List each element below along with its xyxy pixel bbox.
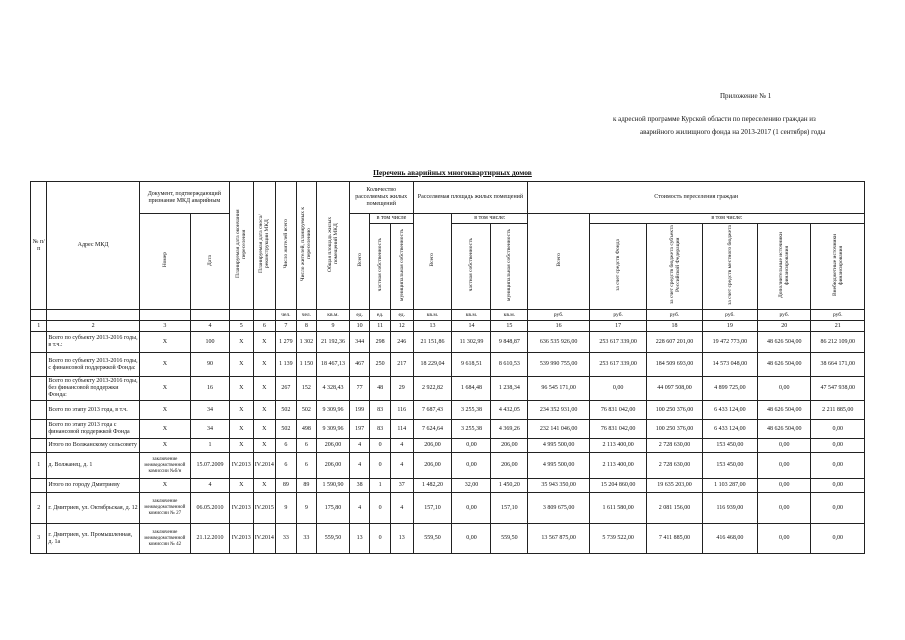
table-cell: 0,00 [452, 524, 491, 554]
table-cell: 06.05.2010 [191, 493, 230, 524]
table-cell: 206,00 [413, 439, 452, 453]
table-cell: 416 468,00 [702, 524, 757, 554]
table-row [31, 439, 865, 453]
column-number-cell: 8 [296, 321, 317, 332]
table-cell: 13 [390, 524, 413, 554]
table-cell [31, 479, 47, 493]
table-cell: IV.2013 [229, 493, 253, 524]
table-cell: Х [253, 479, 276, 493]
col-header-residents: Число жителей всего [276, 182, 297, 310]
table-cell: 0 [370, 524, 391, 554]
table-cell: 175,80 [317, 493, 350, 524]
units-row [31, 310, 865, 321]
table-cell: 636 535 926,00 [528, 332, 590, 353]
table-cell: 1 150 [296, 353, 317, 377]
table-cell: 114 [390, 420, 413, 439]
col-group-area: Расселяемая площадь жилых помещений [413, 182, 528, 214]
table-cell: Х [253, 439, 276, 453]
table-cell: 48 626 504,00 [758, 332, 811, 353]
col-group-count: Количество расселяемых жилых помещений [349, 182, 413, 214]
column-number-cell: 2 [47, 321, 139, 332]
table-cell: 4 [390, 493, 413, 524]
table-cell: 14 573 048,00 [702, 353, 757, 377]
table-cell: Итого по Волжанскому сельсовету [47, 439, 139, 453]
col-header-area-total: Общая площадь жилых помещений МКД [317, 182, 350, 310]
table-cell: 344 [349, 332, 370, 353]
table-cell: 4 369,26 [491, 420, 528, 439]
table-cell: 89 [276, 479, 297, 493]
table-cell: 83 [370, 401, 391, 420]
table-cell: 0,00 [452, 453, 491, 479]
column-number-cell: 13 [413, 321, 452, 332]
table-cell: 4 328,43 [317, 377, 350, 401]
table-cell: 0,00 [758, 479, 811, 493]
table-cell: IV.2014 [253, 453, 276, 479]
table-cell: 9 [296, 493, 317, 524]
table-cell: 199 [349, 401, 370, 420]
col-header-area-sum: Всего [413, 214, 452, 310]
table-cell: 18 229,04 [413, 353, 452, 377]
unit-cell: руб. [528, 310, 590, 321]
table-cell: 0,00 [758, 453, 811, 479]
table-cell: 48 [370, 377, 391, 401]
table-cell: 1 482,20 [413, 479, 452, 493]
table-cell: 90 [191, 353, 230, 377]
table-cell: 298 [370, 332, 391, 353]
table-cell: 4 995 500,00 [528, 439, 590, 453]
table-cell: 7 624,64 [413, 420, 452, 439]
table-cell: IV.2014 [253, 524, 276, 554]
table-cell: 0 [370, 453, 391, 479]
table-cell: 250 [370, 353, 391, 377]
table-cell: 217 [390, 353, 413, 377]
table-cell: 2 922,82 [413, 377, 452, 401]
program-line-2: аварийного жилищного фонда на 2013-2017 (1 сентября) годы [640, 128, 826, 136]
col-header-region: за счет средств бюджета субъекта Российской Федерации [647, 224, 702, 310]
table-cell: 3 255,38 [452, 420, 491, 439]
table-cell: заключение межведомственной комиссии № 27 [139, 493, 190, 524]
col-header-number: Номер [139, 214, 190, 310]
table-cell: 33 [276, 524, 297, 554]
table-cell: Х [139, 332, 190, 353]
col-header-area-municipal: муниципальная собственность [491, 224, 528, 310]
table-cell: 502 [276, 401, 297, 420]
table-cell [31, 420, 47, 439]
column-number-cell: 3 [139, 321, 190, 332]
table-cell: 152 [296, 377, 317, 401]
table-cell: 206,00 [491, 453, 528, 479]
table-cell: 2 113 400,00 [589, 439, 646, 453]
table-cell: 0,00 [452, 439, 491, 453]
table-cell: 3 [31, 524, 47, 554]
table-cell: 2 211 885,00 [811, 401, 865, 420]
table-cell [31, 332, 47, 353]
table-cell: 206,00 [317, 439, 350, 453]
table-cell: Х [139, 353, 190, 377]
table-cell: г. Дмитриев, ул. Октябрьская, д. 12 [47, 493, 139, 524]
table-cell: 38 664 171,00 [811, 353, 865, 377]
table-cell: 83 [370, 420, 391, 439]
table-cell: 153 450,00 [702, 439, 757, 453]
table-cell: Всего по этапу 2013 года с финансовой поддержкой Фонда [47, 420, 139, 439]
table-cell: 4 [349, 493, 370, 524]
table-cell: 2 728 630,00 [647, 439, 702, 453]
table-cell: 206,00 [413, 453, 452, 479]
table-cell: 0,00 [811, 524, 865, 554]
table-cell: Х [229, 332, 253, 353]
table-cell: 9 848,87 [491, 332, 528, 353]
table-cell: Х [229, 377, 253, 401]
table-row [31, 524, 865, 554]
table-cell: Х [229, 401, 253, 420]
table-cell: 2 [31, 493, 47, 524]
unit-cell: чел. [276, 310, 297, 321]
column-number-cell: 7 [276, 321, 297, 332]
column-numbers-row [31, 321, 865, 332]
table-row [31, 401, 865, 420]
table-cell: 33 [296, 524, 317, 554]
table-cell: 15 204 860,00 [589, 479, 646, 493]
col-group-cost: Стоимость переселения граждан [528, 182, 865, 214]
table-cell [31, 401, 47, 420]
table-cell: 48 626 504,00 [758, 353, 811, 377]
table-cell: 9 309,96 [317, 401, 350, 420]
table-cell: 4 899 725,00 [702, 377, 757, 401]
table-cell: 6 [296, 439, 317, 453]
table-cell: 1 139 [276, 353, 297, 377]
table-cell: д. Волжанец, д. 1 [47, 453, 139, 479]
appendix-label: Приложение № 1 [720, 92, 772, 100]
column-number-cell: 14 [452, 321, 491, 332]
table-cell: 6 [296, 453, 317, 479]
table-cell: Х [229, 479, 253, 493]
table-cell: 19 472 773,00 [702, 332, 757, 353]
table-cell: 37 [390, 479, 413, 493]
column-number-cell: 15 [491, 321, 528, 332]
table-row [31, 453, 865, 479]
table-cell: 0,00 [589, 377, 646, 401]
table-cell: Х [253, 420, 276, 439]
unit-cell: кв.м. [452, 310, 491, 321]
column-number-cell: 9 [317, 321, 350, 332]
table-cell: 234 352 931,00 [528, 401, 590, 420]
table-cell: 100 [191, 332, 230, 353]
table-cell: Всего по этапу 2013 года, в т.ч. [47, 401, 139, 420]
table-cell: 11 302,99 [452, 332, 491, 353]
table-cell: г. Дмитриев, ул. Промышленная, д. 1а [47, 524, 139, 554]
table-cell: 116 939,00 [702, 493, 757, 524]
table-cell: 2 081 156,00 [647, 493, 702, 524]
table-row [31, 377, 865, 401]
table-cell: 1 279 [276, 332, 297, 353]
table-cell: 7 411 885,00 [647, 524, 702, 554]
column-number-cell: 17 [589, 321, 646, 332]
table-cell: Всего по субъекту 2013-2016 годы, с финансовой поддержкой Фонда: [47, 353, 139, 377]
table-cell: 13 567 875,00 [528, 524, 590, 554]
table-cell: 253 617 339,00 [589, 353, 646, 377]
table-cell: 4 [191, 479, 230, 493]
table-cell: 2 113 400,00 [589, 453, 646, 479]
emergency-houses-table [30, 181, 865, 554]
col-header-local: за счет средств местного бюджета [702, 224, 757, 310]
table-cell: 1 611 580,00 [589, 493, 646, 524]
unit-cell: чел. [296, 310, 317, 321]
table-cell: 9 [276, 493, 297, 524]
table-cell: 1 450,20 [491, 479, 528, 493]
table-cell: 34 [191, 420, 230, 439]
column-number-cell: 20 [758, 321, 811, 332]
table-cell: IV.2013 [229, 453, 253, 479]
table-cell: 21 151,86 [413, 332, 452, 353]
table-cell: 559,50 [317, 524, 350, 554]
table-cell: Х [139, 439, 190, 453]
table-cell: Всего по субъекту 2013-2016 годы, без финансовой поддержки Фонда: [47, 377, 139, 401]
table-cell: 89 [296, 479, 317, 493]
table-cell: 76 831 042,00 [589, 420, 646, 439]
table-cell: 0,00 [811, 420, 865, 439]
table-cell: 0 [370, 493, 391, 524]
table-cell: Х [139, 420, 190, 439]
table-cell: Х [139, 401, 190, 420]
column-number-cell: 1 [31, 321, 47, 332]
col-group-document: Документ, подтверждающий признание МКД аварийным [139, 182, 229, 214]
table-cell: 267 [276, 377, 297, 401]
table-cell: 96 545 171,00 [528, 377, 590, 401]
table-cell: 4 [349, 453, 370, 479]
table-cell: 86 212 109,00 [811, 332, 865, 353]
table-cell: 9 618,51 [452, 353, 491, 377]
col-header-plan-demolish: Планируемая дата сноса/реконструкции МКД [253, 182, 276, 310]
column-number-cell: 12 [390, 321, 413, 332]
table-cell: Х [229, 420, 253, 439]
col-header-no: № п/п [31, 182, 47, 310]
col-header-cost-incl: в том числе: [589, 214, 864, 224]
col-header-extra: Дополнительные источники финансирования [758, 224, 811, 310]
column-number-cell: 4 [191, 321, 230, 332]
unit-cell: руб. [811, 310, 865, 321]
table-cell: 1 [370, 479, 391, 493]
table-cell: 38 [349, 479, 370, 493]
table-cell: 18 467,13 [317, 353, 350, 377]
table-cell: 153 450,00 [702, 453, 757, 479]
column-number-cell: 10 [349, 321, 370, 332]
table-cell: 197 [349, 420, 370, 439]
col-header-area-incl: в том числе: [452, 214, 528, 224]
unit-cell: кв.м. [413, 310, 452, 321]
table-cell: 1 302 [296, 332, 317, 353]
table-cell: 35 943 350,00 [528, 479, 590, 493]
unit-cell: руб. [589, 310, 646, 321]
table-cell: 6 433 124,00 [702, 401, 757, 420]
unit-cell: ед. [349, 310, 370, 321]
table-cell: Итого по городу Дмитриеву [47, 479, 139, 493]
col-header-count-total: Всего [349, 214, 370, 310]
table-cell: 5 739 522,00 [589, 524, 646, 554]
table-cell: 0,00 [758, 524, 811, 554]
table-cell: 3 255,38 [452, 401, 491, 420]
table-row [31, 332, 865, 353]
table-cell: 0,00 [811, 493, 865, 524]
col-header-date: Дата [191, 214, 230, 310]
table-cell: 8 610,53 [491, 353, 528, 377]
table-cell: 19 635 203,00 [647, 479, 702, 493]
table-cell: 502 [296, 401, 317, 420]
table-row [31, 479, 865, 493]
table-cell: 0,00 [811, 453, 865, 479]
table-cell: 1 [31, 453, 47, 479]
table-cell: 100 250 376,00 [647, 420, 702, 439]
col-header-cost-total: Всего [528, 214, 590, 310]
table-cell: 0,00 [758, 439, 811, 453]
table-cell: 48 626 504,00 [758, 401, 811, 420]
column-number-cell: 11 [370, 321, 391, 332]
col-header-plan-settle: Планируемая дата окончания переселения [229, 182, 253, 310]
table-cell: 0,00 [811, 439, 865, 453]
table-cell: 100 250 376,00 [647, 401, 702, 420]
column-number-cell: 18 [647, 321, 702, 332]
table-cell: 116 [390, 401, 413, 420]
col-header-fund: за счет средств Фонда [589, 224, 646, 310]
column-number-cell: 19 [702, 321, 757, 332]
column-number-cell: 5 [229, 321, 253, 332]
table-cell: 184 509 693,00 [647, 353, 702, 377]
table-cell: 1 590,90 [317, 479, 350, 493]
table-cell: 2 728 630,00 [647, 453, 702, 479]
table-cell: IV.2013 [229, 524, 253, 554]
col-header-count-incl: в том числе [370, 214, 413, 224]
table-cell: 498 [296, 420, 317, 439]
table-cell: 206,00 [317, 453, 350, 479]
table-cell: Х [253, 332, 276, 353]
table-cell: 0,00 [758, 377, 811, 401]
table-cell: Х [253, 353, 276, 377]
table-body [31, 332, 865, 554]
table-cell: 21 192,36 [317, 332, 350, 353]
table-cell: 4 [349, 439, 370, 453]
table-cell: 4 995 500,00 [528, 453, 590, 479]
table-cell: Всего по субъекту 2013-2016 годы, в т.ч.: [47, 332, 139, 353]
col-header-offbudget: Внебюджетные источники финансирования [811, 224, 865, 310]
table-cell: 559,50 [491, 524, 528, 554]
table-cell: 0,00 [452, 493, 491, 524]
table-cell: 0,00 [811, 479, 865, 493]
table-cell: 6 [276, 453, 297, 479]
table-cell: 4 [390, 453, 413, 479]
column-number-cell: 6 [253, 321, 276, 332]
col-header-address: Адрес МКД [47, 182, 139, 310]
column-number-cell: 21 [811, 321, 865, 332]
unit-cell: ед. [370, 310, 391, 321]
table-cell: 76 831 042,00 [589, 401, 646, 420]
table-cell: 206,00 [491, 439, 528, 453]
col-header-area-private: частная собственность [452, 224, 491, 310]
table-cell: Х [139, 377, 190, 401]
table-cell [31, 377, 47, 401]
table-cell: 47 547 938,00 [811, 377, 865, 401]
unit-cell: руб. [758, 310, 811, 321]
table-cell [31, 353, 47, 377]
table-cell: 29 [390, 377, 413, 401]
table-cell: 467 [349, 353, 370, 377]
unit-cell: ед. [390, 310, 413, 321]
table-cell: 7 687,43 [413, 401, 452, 420]
table-cell: 32,00 [452, 479, 491, 493]
table-row [31, 420, 865, 439]
table-cell: Х [253, 377, 276, 401]
table-cell: 34 [191, 401, 230, 420]
table-cell: 16 [191, 377, 230, 401]
table-cell: 228 607 201,00 [647, 332, 702, 353]
table-cell: 44 097 508,00 [647, 377, 702, 401]
table-cell: 0,00 [758, 493, 811, 524]
unit-cell: кв.м. [491, 310, 528, 321]
table-row [31, 493, 865, 524]
table-cell: 6 433 124,00 [702, 420, 757, 439]
table-cell: заключение межведомственной комиссии №б/н [139, 453, 190, 479]
table-cell: Х [253, 401, 276, 420]
table-cell: Х [139, 479, 190, 493]
table-cell: 157,10 [491, 493, 528, 524]
table-cell: 13 [349, 524, 370, 554]
table-cell: 1 684,48 [452, 377, 491, 401]
table-cell: Х [229, 439, 253, 453]
unit-cell: кв.м. [317, 310, 350, 321]
table-cell: 4 432,05 [491, 401, 528, 420]
table-cell: 1 238,34 [491, 377, 528, 401]
table-cell: 1 [191, 439, 230, 453]
table-cell: заключение межведомственной комиссии № 42 [139, 524, 190, 554]
document-title: Перечень аварийных многоквартирных домов [373, 168, 532, 177]
unit-cell: руб. [702, 310, 757, 321]
table-cell [31, 439, 47, 453]
table-cell: 559,50 [413, 524, 452, 554]
column-number-cell: 16 [528, 321, 590, 332]
col-header-residents-planned: Число жителей, планируемых к переселению [296, 182, 317, 310]
table-cell: 9 309,96 [317, 420, 350, 439]
table-cell: IV.2015 [253, 493, 276, 524]
table-cell: 3 809 675,00 [528, 493, 590, 524]
table-cell: 15.07.2009 [191, 453, 230, 479]
col-header-count-municipal: муниципальная собственность [390, 224, 413, 310]
col-header-count-private: частная собственность [370, 224, 391, 310]
table-cell: Х [229, 353, 253, 377]
unit-cell: руб. [647, 310, 702, 321]
table-cell: 539 990 755,00 [528, 353, 590, 377]
table-cell: 502 [276, 420, 297, 439]
table-cell: 4 [390, 439, 413, 453]
table-row [31, 353, 865, 377]
table-cell: 21.12.2010 [191, 524, 230, 554]
table-cell: 77 [349, 377, 370, 401]
table-cell: 253 617 339,00 [589, 332, 646, 353]
table-cell: 6 [276, 439, 297, 453]
table-cell: 232 141 046,00 [528, 420, 590, 439]
table-cell: 0 [370, 439, 391, 453]
table-cell: 1 103 287,00 [702, 479, 757, 493]
program-line-1: к адресной программе Курской области по переселению граждан из [613, 115, 816, 123]
table-cell: 246 [390, 332, 413, 353]
table-cell: 157,10 [413, 493, 452, 524]
table-cell: 48 626 504,00 [758, 420, 811, 439]
